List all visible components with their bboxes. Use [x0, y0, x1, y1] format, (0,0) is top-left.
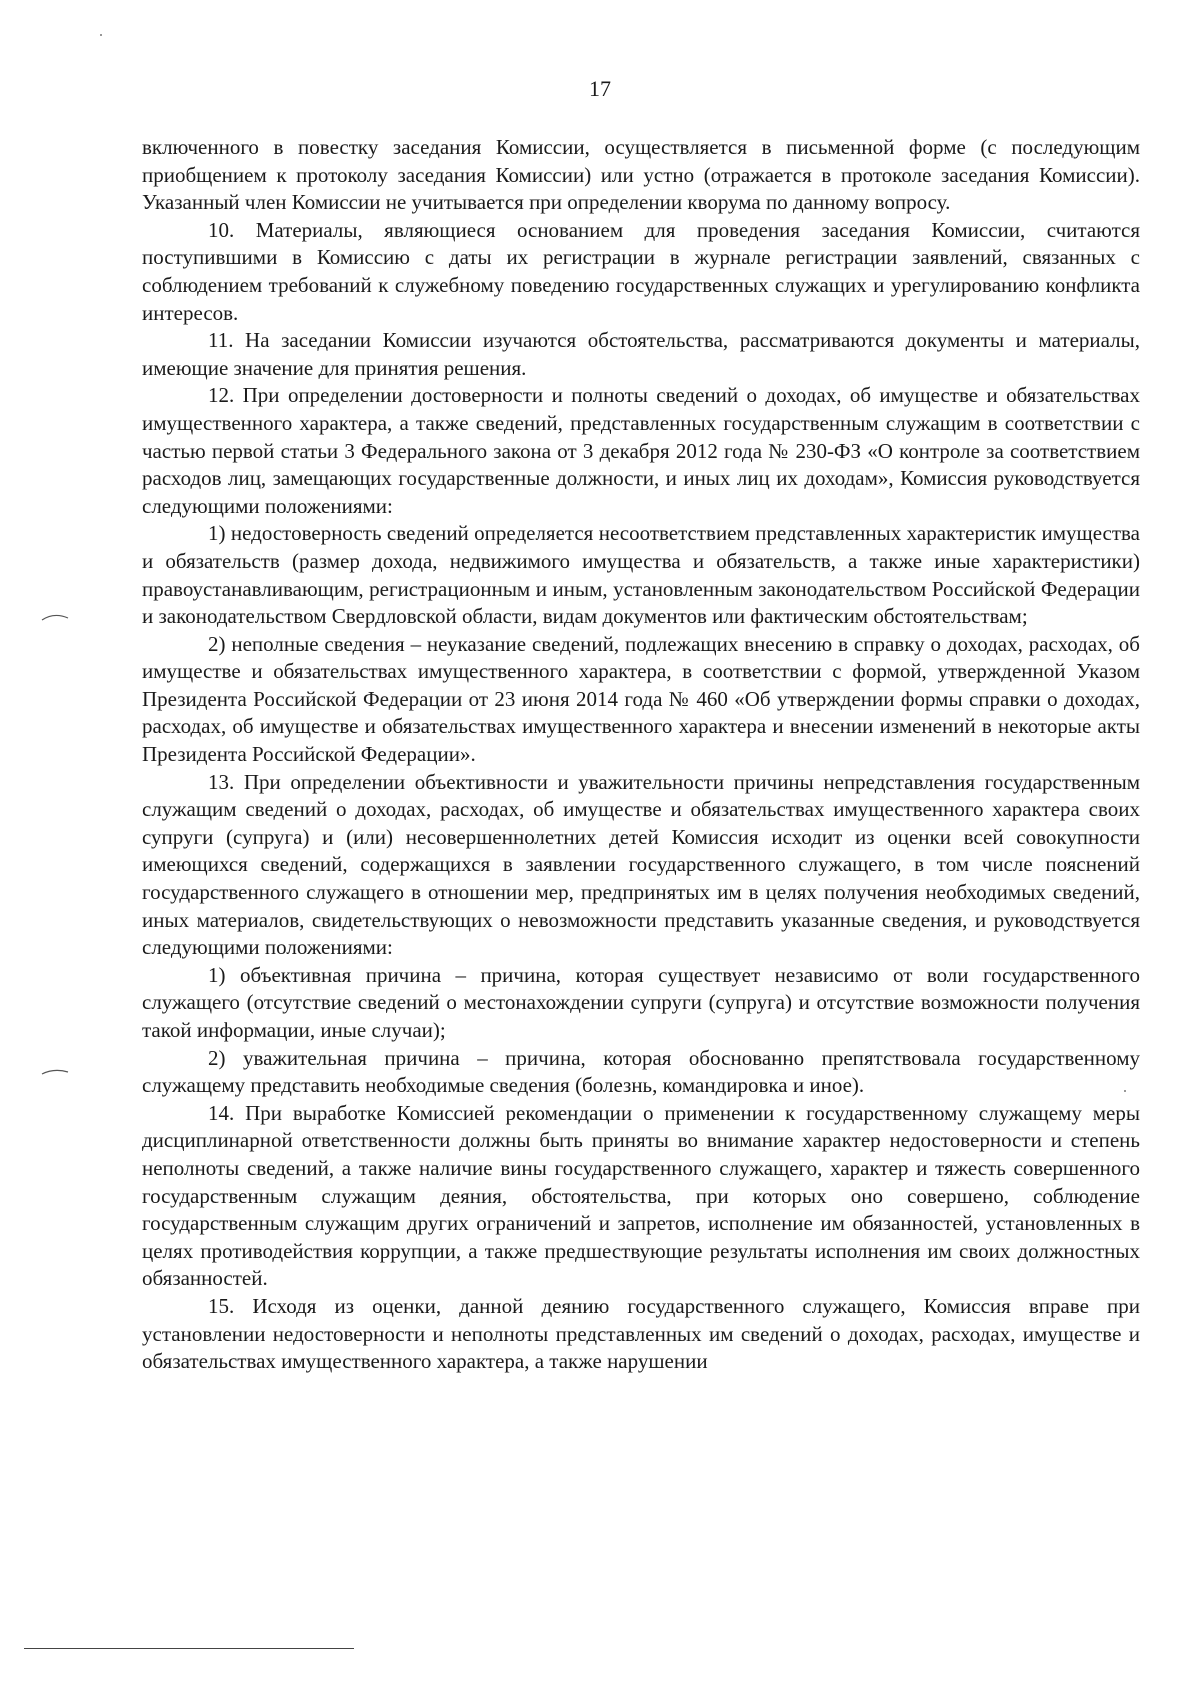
scan-mark: [40, 1066, 70, 1076]
paragraph-item-13-2: 2) уважительная причина – причина, которая обоснованно препятствовала государственному служащему представить необходимые сведения (болезнь, командировка и иное).: [142, 1045, 1140, 1098]
paragraph-item-14: 14. При выработке Комиссией рекомендации о применении к государственному служащему меры дисциплинарной ответственности должны быть приняты во внимание характер недостоверности и степень неполноты сведений, а также наличие вины государственного служащего, характер и тяжесть совершенного государственным служащим деяния, обстоятельства, при которых оно совершено, соблюдение государственным служащим других ограничений и запретов, исполнение им обязанностей, установленных в целях противодействия коррупции, а также предшествующие результаты исполнения им своих должностных обязанностей.: [142, 1100, 1140, 1291]
document-body: [142, 134, 1140, 1376]
paragraph-item-10: 10. Материалы, являющиеся основанием для проведения заседания Комиссии, считаются поступившими в Комиссию с даты их регистрации в журнале регистрации заявлений, связанных с соблюдением требований к служебному поведению государственных служащих и урегулированию конфликта интересов.: [142, 217, 1140, 325]
paragraph-item-15: 15. Исходя из оценки, данной деянию государственного служащего, Комиссия вправе при установлении недостоверности и неполноты представленных им сведений о доходах, расходах, имуществе и обязательствах имущественного характера, а также нарушении: [142, 1293, 1140, 1374]
paragraph-continuation: включенного в повестку заседания Комиссии, осуществляется в письменной форме (с последующим приобщением к протоколу заседания Комиссии) или устно (отражается в протоколе заседания Комиссии). Указанный член Комиссии не учитывается при определении кворума по данному вопросу.: [142, 135, 1140, 215]
paragraph-item-13-1: 1) объективная причина – причина, которая существует независимо от воли государственного служащего (отсутствие сведений о местонахождении супруги (супруга) и отсутствие возможности получения такой информации, иные случаи);: [142, 962, 1140, 1042]
scan-mark: [40, 612, 70, 622]
scan-speck: [1124, 1090, 1126, 1092]
paragraph-item-12: 12. При определении достоверности и полноты сведений о доходах, об имуществе и обязательствах имущественного характера, а также сведений, представленных государственным служащим в соответствии с частью первой статьи 3 Федерального закона от 3 декабря 2012 года № 230-ФЗ «О контроле за соответствием расходов лиц, замещающих государственные должности, и иных лиц их доходам», Комиссия руководствуется следующими положениями:: [142, 383, 1140, 518]
paragraph-item-13: 13. При определении объективности и уважительности причины непредставления государственным служащим сведений о доходах, расходах, об имуществе и обязательствах имущественного характера своих супруги (супруга) и (или) несовершеннолетних детей Комиссия исходит из оценки всей совокупности имеющихся сведений, содержащихся в заявлении государственного служащего, в том числе пояснений государственного служащего в отношении мер, предпринятых им в целях получения необходимых сведений, иных материалов, свидетельствующих о невозможности представить указанные сведения, и руководствуется следующими положениями:: [142, 769, 1140, 960]
page-number: 17: [589, 76, 611, 101]
paragraph-item-12-1: 1) недостоверность сведений определяется несоответствием представленных характеристик имущества и обязательств (размер дохода, недвижимого имущества и обязательств, а также иные характеристики) правоустанавливающим, регистрационным и иным, установленным законодательством Российской Федерации и законодательством Свердловской области, видам документов или фактическим обстоятельствам;: [142, 521, 1140, 629]
scan-speck: [100, 34, 102, 36]
footer-rule: [24, 1648, 354, 1649]
paragraph-item-12-2: 2) неполные сведения – неуказание сведений, подлежащих внесению в справку о доходах, расходах, об имуществе и обязательствах имущественного характера, в соответствии с формой, утвержденной Указом Президента Российской Федерации от 23 июня 2014 года № 460 «Об утверждении формы справки о доходах, расходах, об имуществе и обязательствах имущественного характера и внесении изменений в некоторые акты Президента Российской Федерации».: [142, 631, 1140, 767]
paragraph-item-11: 11. На заседании Комиссии изучаются обстоятельства, рассматриваются документы и материалы, имеющие значение для принятия решения.: [142, 328, 1140, 380]
